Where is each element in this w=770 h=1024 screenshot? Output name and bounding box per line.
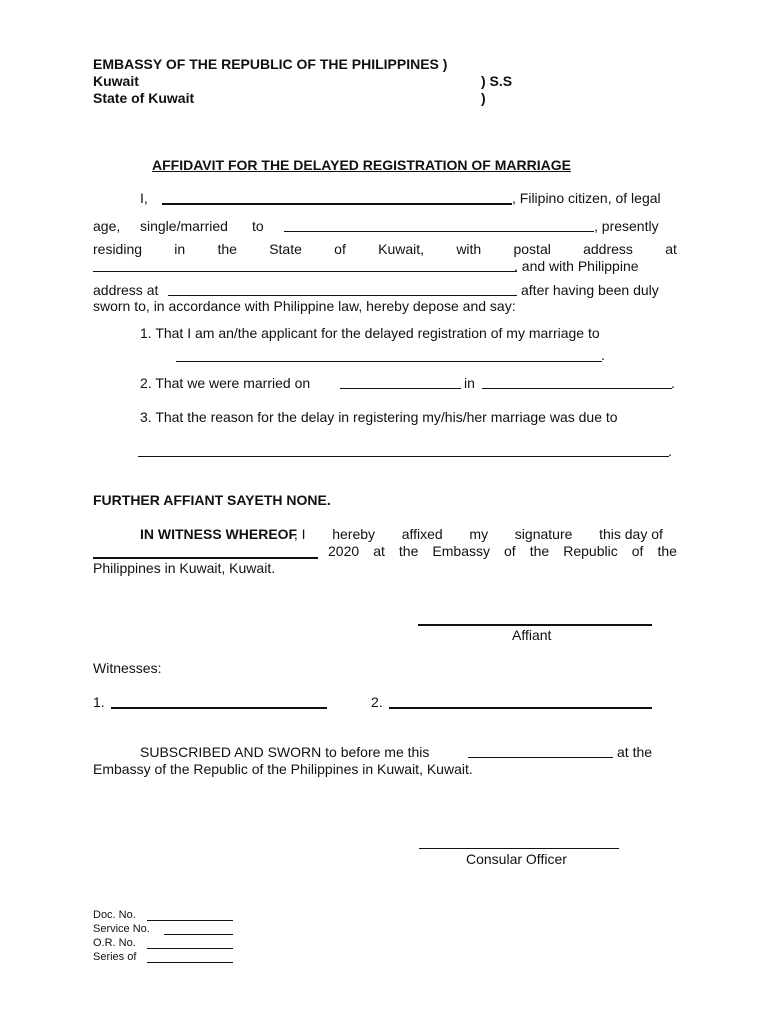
item-one: 1. That I am an/the applicant for the delayed registration of my marriage to: [140, 325, 600, 341]
spouse-name-field[interactable]: [176, 361, 602, 362]
witness-line3: Philippines in Kuwait, Kuwait.: [93, 560, 276, 576]
header-embassy: EMBASSY OF THE REPUBLIC OF THE PHILIPPINES ): [93, 56, 448, 72]
intro-presently: , presently: [594, 218, 659, 234]
witness-line2: 2020 at the Embassy of the Republic of the: [328, 543, 677, 559]
doc-no-label: Doc. No.: [93, 909, 136, 921]
witness-2-number: 2.: [371, 694, 383, 710]
header-kuwait: Kuwait: [93, 73, 139, 89]
series-field[interactable]: [147, 962, 233, 963]
header-ss: ) S.S: [481, 73, 513, 89]
item-two-label: 2. That we were married on: [140, 375, 311, 391]
page-title: AFFIDAVIT FOR THE DELAYED REGISTRATION OF MARRIAGE: [152, 157, 571, 173]
spouse-field[interactable]: [284, 231, 594, 232]
intro-single-married: single/married: [140, 218, 228, 234]
day-of-field[interactable]: [93, 557, 318, 559]
delay-reason-field[interactable]: [138, 456, 669, 457]
service-no-label: Service No.: [93, 923, 150, 935]
intro-citizen: , Filipino citizen, of legal: [512, 190, 661, 206]
philippine-address-field[interactable]: [168, 295, 517, 296]
consular-signature-line[interactable]: [419, 848, 619, 849]
item-two-period: .: [671, 375, 675, 391]
name-field[interactable]: [162, 203, 512, 205]
intro-after: after having been duly: [521, 282, 659, 298]
or-no-field[interactable]: [147, 948, 233, 949]
further-affiant: FURTHER AFFIANT SAYETH NONE.: [93, 492, 331, 508]
item-one-period: .: [601, 347, 605, 363]
intro-age: age,: [93, 218, 121, 234]
header-paren: ): [481, 90, 486, 106]
item-three-period: .: [668, 443, 672, 459]
witness-2-field[interactable]: [389, 707, 652, 709]
subscribed-text: SUBSCRIBED AND SWORN to before me this: [140, 744, 430, 760]
intro-and-philippine: . and with Philippine: [514, 258, 639, 274]
witness-line1: IN WITNESS WHEREOF , I hereby affixed my signature this day of: [140, 526, 663, 542]
marriage-date-field[interactable]: [340, 388, 461, 389]
service-no-field[interactable]: [164, 934, 233, 935]
intro-i: I,: [140, 190, 148, 206]
doc-no-field[interactable]: [147, 920, 233, 921]
intro-sworn: sworn to, in accordance with Philippine law, hereby depose and say:: [93, 298, 516, 314]
postal-address-field[interactable]: [93, 271, 517, 272]
witnesses-label: Witnesses:: [93, 660, 162, 676]
sworn-date-field[interactable]: [468, 757, 613, 758]
witness-1-field[interactable]: [111, 707, 327, 709]
intro-to: to: [252, 218, 264, 234]
subscribed-at-the: at the: [617, 744, 653, 760]
intro-residing-line: residing in the State of Kuwait, with postal address at: [93, 241, 677, 257]
or-no-label: O.R. No.: [93, 937, 136, 949]
subscribed-embassy: Embassy of the Republic of the Philippines in Kuwait, Kuwait.: [93, 761, 473, 777]
item-two-in: in: [464, 375, 475, 391]
header-state: State of Kuwait: [93, 90, 195, 106]
witness-1-number: 1.: [93, 694, 105, 710]
affiant-label: Affiant: [512, 627, 552, 643]
series-label: Series of: [93, 951, 137, 963]
item-three: 3. That the reason for the delay in registering my/his/her marriage was due to: [140, 409, 618, 425]
consular-officer-label: Consular Officer: [466, 851, 567, 867]
marriage-place-field[interactable]: [482, 388, 672, 389]
affiant-signature-line[interactable]: [418, 624, 652, 626]
intro-address-at: address at: [93, 282, 159, 298]
